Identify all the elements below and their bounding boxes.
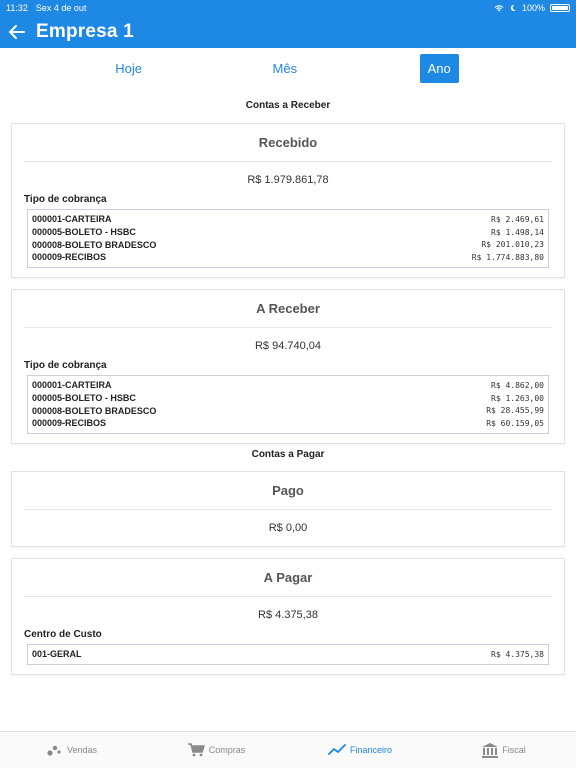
list-item [32,379,544,392]
status-date: Sex 4 de out [35,3,87,13]
card-total: R$ 1.979.861,78 [247,174,329,186]
item-value: R$ 4.862,00 [491,380,544,390]
item-value: R$ 4.375,38 [491,649,544,659]
wifi-icon [494,4,504,12]
status-bar [0,0,576,16]
item-name: 000008-BOLETO BRADESCO [32,405,157,416]
bottom-nav [0,731,576,768]
item-name: 000005-BOLETO - HSBC [32,393,136,404]
app-bar [0,16,576,48]
detail-list [27,644,549,665]
card-total: R$ 0,00 [268,522,308,534]
nav-financeiro[interactable] [288,732,432,768]
card-total: R$ 4.375,38 [258,609,318,621]
item-value: R$ 1.774.883,80 [471,252,544,262]
item-name: 000009-RECIBOS [32,418,107,429]
period-tabs [0,52,576,84]
cart-icon [187,743,205,757]
item-name: 001-GERAL [32,649,82,660]
nav-label: Vendas [66,745,98,755]
list-item [32,213,544,226]
chart-line-icon [328,744,346,756]
card-subtitle: Tipo de cobrança [24,194,107,205]
nav-vendas[interactable] [0,732,144,768]
list-item [32,238,544,251]
item-name: 000008-BOLETO BRADESCO [32,239,157,250]
list-item [32,417,544,430]
card-heading: A Pagar [24,559,552,597]
list-item [32,226,544,239]
card-pago [11,471,565,547]
tab-hoje[interactable]: Hoje [115,60,142,76]
status-time: 11:32 [6,3,28,13]
card-a-receber [11,289,565,444]
card-total: R$ 94.740,04 [254,340,322,352]
item-value: R$ 1.263,00 [491,393,544,403]
battery-icon [550,4,570,12]
detail-list [27,209,549,268]
card-subtitle: Tipo de cobrança [24,360,107,371]
back-button[interactable] [8,23,26,41]
card-recebido [11,123,565,278]
nav-fiscal[interactable] [432,732,576,768]
section-title-receber: Contas a Receber [245,100,331,111]
card-heading: Recebido [24,124,552,162]
item-name: 000001-CARTEIRA [32,380,112,391]
item-value: R$ 60.159,05 [486,418,544,428]
moon-icon [509,4,517,12]
item-name: 000009-RECIBOS [32,252,107,263]
status-right [494,3,570,13]
item-name: 000001-CARTEIRA [32,214,112,225]
card-a-pagar [11,558,565,675]
item-value: R$ 1.498,14 [491,227,544,237]
item-value: R$ 201.010,23 [481,240,544,250]
nav-label: Financeiro [349,745,393,755]
arrow-left-icon [9,25,25,39]
item-name: 000005-BOLETO - HSBC [32,227,136,238]
list-item [32,392,544,405]
nav-label: Fiscal [502,745,526,755]
card-heading: A Receber [24,290,552,328]
card-subtitle: Centro de Custo [24,629,102,640]
list-item [32,404,544,417]
page-title: Empresa 1 [36,21,134,42]
list-item [32,251,544,264]
detail-list [27,375,549,434]
item-value: R$ 28.455,99 [486,406,544,416]
nav-compras[interactable] [144,732,288,768]
bank-icon [482,743,498,758]
tab-ano[interactable]: Ano [420,54,459,83]
battery-percent: 100% [521,3,545,13]
nav-label: Compras [208,745,246,755]
item-value: R$ 2.469,61 [491,214,544,224]
section-title-pagar: Contas a Pagar [251,449,325,460]
list-item [32,648,544,661]
card-heading: Pago [24,472,552,510]
tab-mes[interactable]: Mês [272,60,298,76]
vendas-icon [47,744,63,756]
